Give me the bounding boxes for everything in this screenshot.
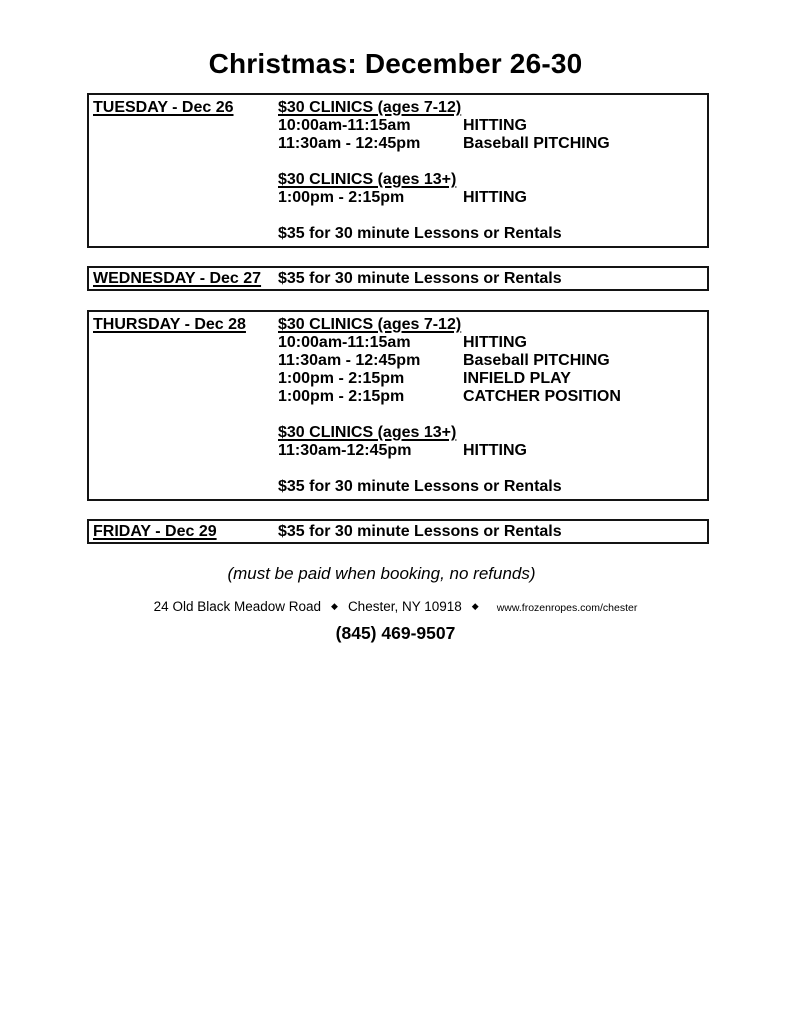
clinic-heading: $30 CLINICS (ages 13+) [278,171,457,188]
lessons-rentals-note: $35 for 30 minute Lessons or Rentals [278,270,562,287]
activity-name: HITTING [463,117,527,134]
day-label-friday: FRIDAY - Dec 29 [93,523,217,540]
diamond-separator-icon: ◆ [471,601,479,611]
time-slot: 11:30am-12:45pm [278,442,412,459]
clinic-heading: $30 CLINICS (ages 13+) [278,424,457,441]
day-content-column [278,523,707,541]
day-label-column [89,316,278,334]
schedule-row [278,388,707,406]
schedule-row [278,352,707,370]
clinic-heading-row [278,316,707,334]
schedule-row [278,442,707,460]
spacer [278,406,707,424]
day-label-column [89,99,278,117]
phone-number: (845) 469-9507 [335,623,456,643]
diamond-separator-icon: ◆ [331,601,338,611]
day-box-layout [89,316,707,496]
activity-name: HITTING [463,334,527,351]
day-box-layout [89,270,707,288]
time-slot: 1:00pm - 2:15pm [278,370,405,387]
activity-name: CATCHER POSITION [463,388,621,405]
street-address: 24 Old Black Meadow Road [153,599,322,614]
clinic-heading-row [278,171,707,189]
day-box-tuesday [87,93,709,248]
clinic-heading-row [278,424,707,442]
activity-name: INFIELD PLAY [463,370,571,387]
lessons-rentals-note: $35 for 30 minute Lessons or Rentals [278,523,562,540]
day-label-thursday: THURSDAY - Dec 28 [93,316,246,333]
page-title: Christmas: December 26-30 [208,48,583,79]
lessons-rentals-note: $35 for 30 minute Lessons or Rentals [278,478,562,495]
spacer [278,153,707,171]
time-slot: 10:00am-11:15am [278,334,411,351]
day-box-wednesday [87,266,709,291]
time-slot: 1:00pm - 2:15pm [278,388,405,405]
spacer [278,207,707,225]
day-content-column [278,270,707,288]
day-box-layout [89,523,707,541]
schedule-row [278,189,707,207]
clinic-heading: $30 CLINICS (ages 7-12) [278,99,462,116]
time-slot: 1:00pm - 2:15pm [278,189,405,206]
day-box-layout [89,99,707,243]
clinic-heading-row [278,99,707,117]
schedule-row [278,135,707,153]
time-slot: 10:00am-11:15am [278,117,411,134]
schedule-row [278,117,707,135]
schedule-row [278,370,707,388]
schedule-row [278,334,707,352]
day-label-column [89,523,278,541]
time-slot: 11:30am - 12:45pm [278,352,421,369]
time-slot: 11:30am - 12:45pm [278,135,421,152]
website-url: www.frozenropes.com/chester [496,602,638,614]
lessons-rentals-note: $35 for 30 minute Lessons or Rentals [278,225,562,242]
activity-name: HITTING [463,189,527,206]
clinic-heading: $30 CLINICS (ages 7-12) [278,316,462,333]
day-content-column [278,316,707,496]
address-line [0,598,791,616]
day-content-column [278,99,707,243]
payment-note: (must be paid when booking, no refunds) [227,564,536,583]
spacer [278,460,707,478]
day-label-wednesday: WEDNESDAY - Dec 27 [93,270,262,287]
day-box-friday [87,519,709,544]
day-label-tuesday: TUESDAY - Dec 26 [93,99,234,116]
activity-name: HITTING [463,442,527,459]
activity-name: Baseball PITCHING [463,352,610,369]
day-label-column [89,270,278,288]
day-box-thursday [87,310,709,501]
activity-name: Baseball PITCHING [463,135,610,152]
city-state-zip: Chester, NY 10918 [347,599,462,614]
